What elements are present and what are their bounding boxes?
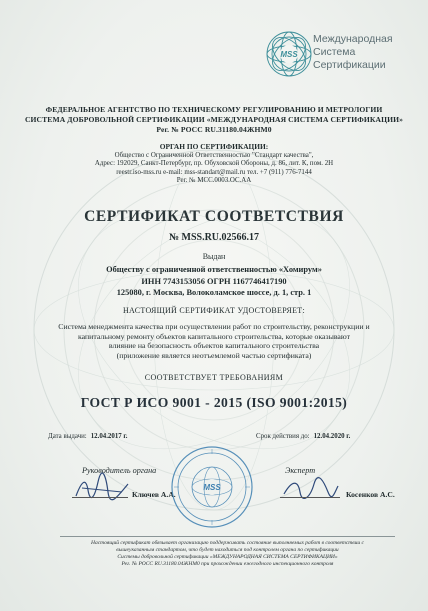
footer-line: вышеуказанным стандартом, что будет находиться под контролем органа по сертификации xyxy=(116,547,339,553)
expert-name: Косенков А.С. xyxy=(346,490,395,499)
footer-line: Рег. № РОСС RU.31180.04ЖНМ0 при прохождении ежегодного инспекционного контроля xyxy=(121,561,334,567)
organ-line: reestr.iso-mss.ru e-mail: mss-standart@mail.ru тел. +7 (911) 776-7144 xyxy=(116,168,312,176)
company-block xyxy=(0,264,428,299)
organ-line: Рег. № МСС.0003.ОС.АА xyxy=(176,177,252,185)
footer-line: Настоящий сертификат обязывает организацию поддерживать состояние выполняемых работ в соответствии с xyxy=(91,540,364,546)
expert-signature-icon xyxy=(280,474,340,504)
agency-line: СИСТЕМА ДОБРОВОЛЬНОЙ СЕРТИФИКАЦИИ «МЕЖДУНАРОДНАЯ СИСТЕМА СЕРТИФИКАЦИИ» xyxy=(24,115,404,124)
expert-role-label: Эксперт xyxy=(285,466,316,475)
footer-divider xyxy=(60,536,395,537)
meets-requirements-label: СООТВЕТСТВУЕТ ТРЕБОВАНИЯМ xyxy=(144,373,284,382)
issue-date xyxy=(48,433,128,440)
footer-note xyxy=(60,540,395,568)
scope-line: влияние на безопасность объектов капитального строительства xyxy=(108,341,320,351)
organ-line: Общество с Ограниченной Ответственностью "Стандарт качества", xyxy=(114,151,314,159)
agency-line: ФЕДЕРАЛЬНОЕ АГЕНТСТВО ПО ТЕХНИЧЕСКОМУ РЕГУЛИРОВАНИЮ И МЕТРОЛОГИИ xyxy=(45,105,383,114)
agency-block xyxy=(0,105,428,135)
svg-text:MSS: MSS xyxy=(203,483,221,492)
attest-label: НАСТОЯЩИЙ СЕРТИФИКАТ УДОСТОВЕРЯЕТ: xyxy=(122,306,306,315)
head-signature-line xyxy=(72,497,128,498)
issue-date-value: 12.04.2017 г. xyxy=(90,433,128,440)
company-line: ИНН 7743153056 ОГРН 1167746417190 xyxy=(141,276,287,286)
logo-wordmark xyxy=(313,33,393,72)
head-name: Ключев А.А. xyxy=(132,490,176,499)
certification-body-block xyxy=(0,143,428,186)
scope-line: капитальному ремонту объектов капитального строительства, которые оказывают xyxy=(77,331,351,341)
agency-line: Рег. № РОСС RU.31180.04ЖНМ0 xyxy=(156,125,272,134)
head-signature-icon xyxy=(72,470,132,504)
valid-until-date xyxy=(256,433,350,440)
footer-line: Системы добровольной сертификации «МЕЖДУНАРОДНАЯ СИСТЕМА СЕРТИФИКАЦИИ» xyxy=(117,554,338,560)
scope-line: (приложение является неотъемлемой частью сертификата) xyxy=(116,350,312,360)
standard-title: ГОСТ Р ИСО 9001 - 2015 (ISO 9001:2015) xyxy=(80,395,348,410)
issue-date-label: Дата выдачи: xyxy=(48,433,87,440)
svg-text:MSS: MSS xyxy=(280,50,298,59)
head-role-label: Руководитель органа xyxy=(82,466,157,475)
organ-heading: ОРГАН ПО СЕРТИФИКАЦИИ: xyxy=(159,142,269,151)
scope-block xyxy=(0,322,428,360)
organ-line: Адрес: 192029, Санкт-Петербург, пр. Обуховской Обороны, д. 86, лит. К, пом. 2Н xyxy=(94,160,334,168)
company-line: Обществу с ограниченной ответственностью «Хомирум» xyxy=(106,265,322,274)
logo-line: Сертификации xyxy=(313,59,386,71)
official-stamp-icon xyxy=(169,444,255,530)
certificate-number: № MSS.RU.02566.17 xyxy=(168,232,260,243)
valid-until-label: Срок действия до: xyxy=(256,433,310,440)
expert-signature-line xyxy=(280,497,340,498)
logo-line: Система xyxy=(313,46,356,58)
scope-line: Система менеджмента качества при осуществлении работ по строительству, реконструкции и xyxy=(58,322,370,331)
logo-line: Международная xyxy=(313,33,393,45)
certificate-title: СЕРТИФИКАТ СООТВЕТСТВИЯ xyxy=(84,208,344,225)
valid-until-value: 12.04.2020 г. xyxy=(313,433,351,440)
issued-label: Выдан xyxy=(202,252,226,261)
company-line: 125080, г. Москва, Волоколамское шоссе, д. 1, стр. 1 xyxy=(116,288,312,297)
